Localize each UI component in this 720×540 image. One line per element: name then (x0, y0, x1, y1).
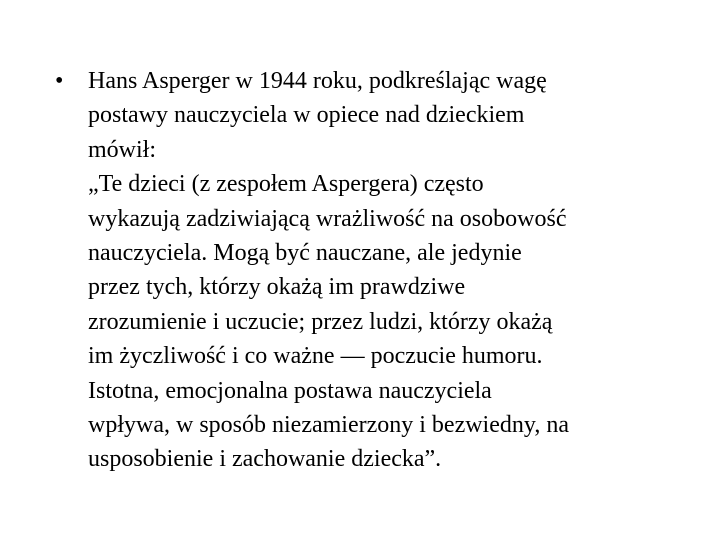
bullet-block (55, 64, 695, 477)
intro-paragraph: Hans Asperger w 1944 roku, podkreślając wagę postawy nauczyciela w opiece nad dzieckiem mówił: (88, 68, 547, 163)
quote-paragraph: „Te dzieci (z zespołem Aspergera) często wykazują zadziwiającą wrażliwość na osobowość nauczyciela. Mogą być nauczane, ale jedynie przez tych, którzy okażą im prawdziwe zrozumienie i uczucie; przez ludzi, którzy okażą im życzliwość i co ważne — poczucie humoru. Istotna, emocjonalna postawa nauczyciela wpływa, w sposób niezamierzony i bezwiedny, na usposobienie i zachowanie dziecka”. (88, 171, 569, 473)
bullet-point-icon: • (55, 68, 64, 94)
bullet-text (88, 64, 688, 477)
